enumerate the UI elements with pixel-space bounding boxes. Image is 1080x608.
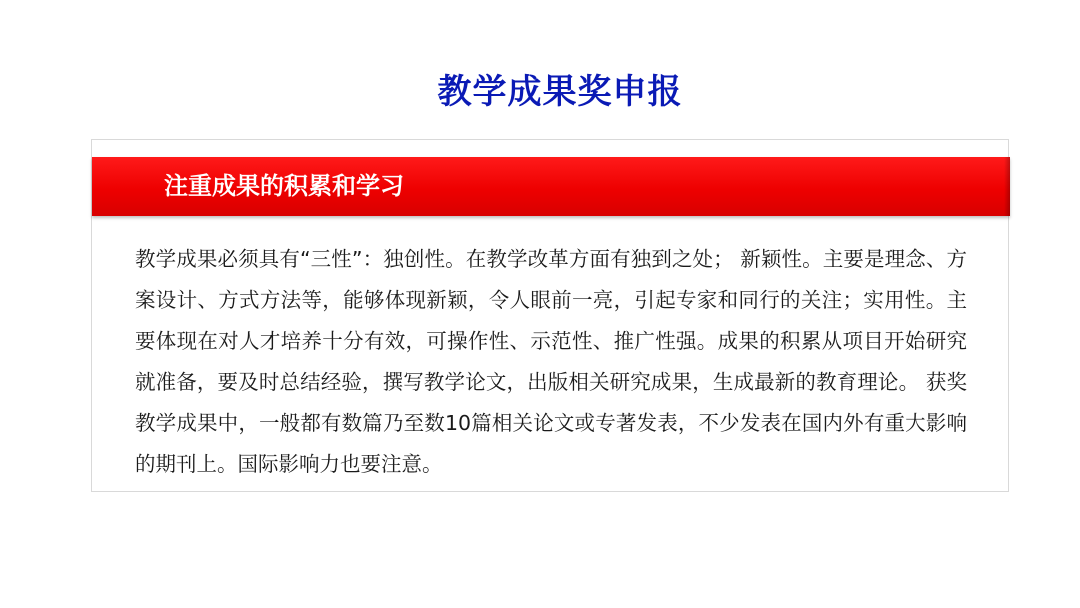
section-banner (92, 157, 1010, 216)
section-body-text: 教学成果必须具有“三性”：独创性。在教学改革方面有独到之处； 新颖性。主要是理念、方案设计、方式方法等，能够体现新颖，令人眼前一亮，引起专家和同行的关注；实用性。主要体现在对人才培养十分有效，可操作性、示范性、推广性强。成果的积累从项目开始研究就准备，要及时总结经验，撰写教学论文，出版相关研究成果，生成最新的教育理论。 获奖教学成果中，一般都有数篇乃至数10篇相关论文或专著发表，不少发表在国内外有重大影响的期刊上。国际影响力也要注意。 (135, 247, 967, 476)
section-heading: 注重成果的积累和学习 (164, 172, 404, 200)
content-card (91, 139, 1009, 492)
page-title: 教学成果奖申报 (437, 71, 683, 112)
